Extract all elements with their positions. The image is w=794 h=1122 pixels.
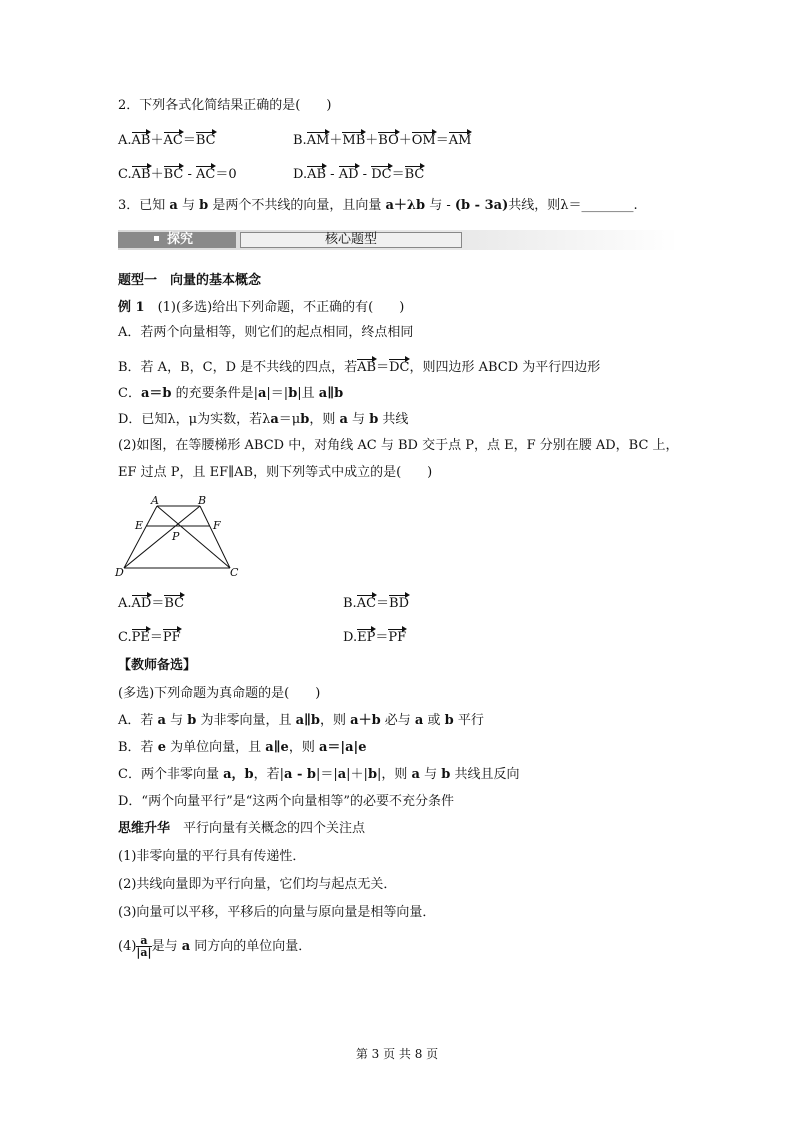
teacher-option-d: D．“两个向量平行”是“这两个向量相等”的必要不充分条件: [118, 794, 455, 809]
rhs: ＝0: [215, 167, 237, 182]
vector-ab: AB: [357, 360, 377, 375]
vector-ab: AB: [131, 167, 151, 182]
q2-option-b[interactable]: B.AM＋MB＋BO＋OM＝AM: [293, 133, 472, 148]
equals-sign: ＝: [182, 133, 196, 148]
example1-choice-a[interactable]: A.AD＝BC: [118, 596, 185, 611]
vector-bo: BO: [378, 133, 399, 148]
option-label: A.: [118, 133, 132, 148]
example1-option-d: D．已知λ，μ为实数，若λa＝μb，则 a 与 b 共线: [118, 412, 409, 427]
example1-part2-line2: EF 过点 P，且 EF∥AB，则下列等式中成立的是( ): [118, 465, 433, 480]
label-b: B: [198, 494, 207, 507]
example1-choice-c[interactable]: C.PE＝PF: [118, 630, 181, 645]
example1-stem: 例 1 (1)(多选)给出下列命题，不正确的有( ): [118, 300, 405, 315]
q2-stem: 2．下列各式化简结果正确的是( ): [118, 98, 332, 113]
diagonal-ac: [157, 506, 230, 568]
option-label: B.: [293, 133, 307, 148]
unit-vector-fraction: $\frac{a}{|a|}$: [136, 934, 152, 959]
edge-ad: [124, 506, 157, 568]
label-f: F: [213, 519, 221, 532]
vector-pe: PE: [131, 630, 150, 645]
q3-text: 3．已知 a 与 b 是两个不共线的向量，且向量 a＋λb 与 - (b - 3a)共线，则λ＝________.: [118, 198, 638, 213]
banner-tag: 探究: [118, 232, 236, 248]
edge-bc: [200, 506, 230, 568]
vector-mb: MB: [342, 133, 366, 148]
q2-option-a[interactable]: [118, 132, 216, 150]
option-label: C.: [118, 167, 132, 182]
example1-option-b: B．若 A，B，C，D 是不共线的四点，若AB＝DC，则四边形 ABCD 为平行四边形: [118, 360, 601, 375]
teacher-stem: (多选)下列命题为真命题的是( ): [118, 686, 321, 701]
summary-point-1: (1)非零向量的平行具有传递性．: [118, 849, 306, 864]
vector-dc: DC: [371, 167, 392, 182]
teacher-option-b: B．若 e 为单位向量，且 a∥e，则 a＝|a|e: [118, 740, 367, 755]
example1-choice-b[interactable]: B.AC＝BD: [343, 596, 410, 611]
option-label: D.: [293, 167, 308, 182]
label-e: E: [135, 519, 144, 532]
label-a: A: [151, 494, 159, 507]
vector-pf: PF: [162, 630, 181, 645]
q2-option-c[interactable]: C.AB＋BC - AC＝0: [118, 167, 237, 182]
vector-ac: AC: [163, 133, 183, 148]
vector-bc: BC: [164, 596, 185, 611]
summary-heading: 思维升华 平行向量有关概念的四个关注点: [118, 821, 366, 836]
vector-ad: AD: [131, 596, 152, 611]
summary-point-4: (4) $\frac{a}{|a|}$ 是与 a 同方向的单位向量．: [118, 934, 312, 959]
vector-ad: AD: [338, 167, 359, 182]
page-footer: 第 3 页 共 8 页: [355, 1047, 439, 1061]
vector-ab: AB: [131, 133, 151, 148]
label-d: D: [115, 566, 124, 579]
vector-am-result: AM: [448, 133, 472, 148]
vector-ab: AB: [307, 167, 327, 182]
summary-point-2: (2)共线向量即为平行向量，它们均与起点无关．: [118, 877, 397, 892]
plus-sign: ＋: [150, 133, 164, 148]
label-p: P: [172, 530, 180, 543]
example1-choice-d[interactable]: D.EP＝PF: [343, 630, 407, 645]
vector-bc: BC: [404, 167, 425, 182]
section-title: 题型一 向量的基本概念: [118, 273, 262, 288]
label-c: C: [230, 566, 239, 579]
vector-pf: PF: [388, 630, 407, 645]
trapezoid-figure: [112, 494, 242, 579]
vector-bd: BD: [389, 596, 410, 611]
teacher-option-c: C．两个非零向量 a，b，若|a - b|＝|a|＋|b|，则 a 与 b 共线且反向: [118, 767, 520, 782]
vector-om: OM: [411, 133, 436, 148]
summary-point-3: (3)向量可以平移，平移后的向量与原向量是相等向量．: [118, 905, 436, 920]
vector-ac: AC: [356, 596, 377, 611]
bullet-square-icon: [154, 236, 159, 241]
section-banner: [118, 230, 678, 250]
example1-option-a: A．若两个向量相等，则它们的起点相同，终点相同: [118, 325, 414, 340]
example1-part2-line1: (2)如图，在等腰梯形 ABCD 中，对角线 AC 与 BD 交于点 P，点 E，F 分别在腰 AD，BC 上，: [118, 438, 679, 453]
example1-option-c: C．a＝b 的充要条件是|a|＝|b|且 a∥b: [118, 386, 344, 401]
teacher-option-a: A．若 a 与 b 为非零向量，且 a∥b，则 a＋b 必与 a 或 b 平行: [118, 713, 484, 728]
vector-dc: DC: [389, 360, 410, 375]
vector-bc: BC: [195, 133, 216, 148]
vector-ac: AC: [196, 167, 216, 182]
vector-am: AM: [306, 133, 330, 148]
q2-option-d[interactable]: D.AB - AD - DC＝BC: [293, 167, 425, 182]
diagonal-bd: [124, 506, 200, 568]
vector-ep: EP: [357, 630, 376, 645]
banner-box: 核心题型: [240, 232, 462, 248]
vector-bc: BC: [163, 167, 184, 182]
teacher-title: 【教师备选】: [118, 658, 197, 673]
